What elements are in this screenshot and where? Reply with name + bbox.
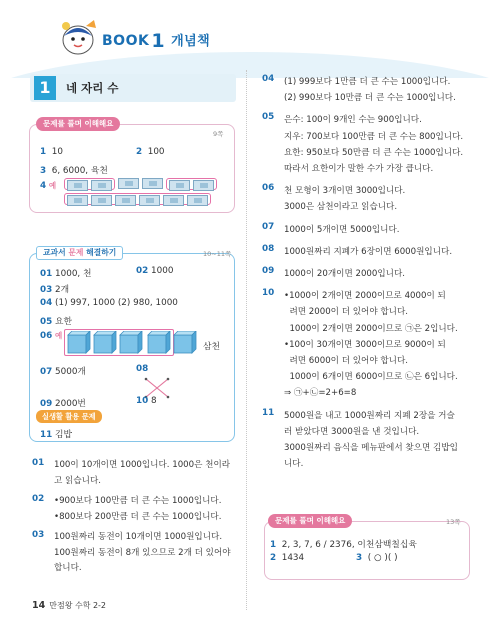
bill-icon <box>139 195 160 206</box>
explanation-line: 100원짜리 동전이 8개 있으므로 2개 더 있어야 <box>54 547 231 558</box>
book-name: 만점왕 수학 2-2 <box>49 601 107 610</box>
bill-icon <box>91 180 112 191</box>
textbook-answer-01: 01 1000, 천 <box>40 269 92 279</box>
concept-box-2-page-ref: 13쪽 <box>446 518 461 526</box>
explanation-item <box>262 74 482 106</box>
explanation-line: 1000원짜리 지폐가 6장이면 6000원입니다. <box>284 246 453 257</box>
thousand-cube-icon <box>120 331 142 353</box>
explanation-number: 05 <box>262 112 275 123</box>
thousand-cube-icon <box>174 331 196 353</box>
textbook-answer-04: 04 (1) 997, 1000 (2) 980, 1000 <box>40 298 178 308</box>
explanation-line: (2) 990보다 10만큼 더 큰 수는 1000입니다. <box>284 93 456 104</box>
explanation-number: 03 <box>32 530 45 540</box>
concept-box-tag: 문제를 풀며 이해해요 <box>36 117 120 131</box>
explanation-line: 따라서 요한이가 말한 수가 가장 큽니다. <box>284 164 434 175</box>
explanation-line: •100이 30개이면 3000이므로 9000이 되 <box>284 339 446 350</box>
thousand-cube-icon <box>148 331 170 353</box>
explanation-item <box>262 183 482 215</box>
explanation-number: 04 <box>262 74 275 84</box>
explanation-item <box>32 494 242 525</box>
explanation-item <box>262 244 482 260</box>
textbook-answer-11: 11 김밥 <box>40 430 73 440</box>
explanation-line: •900보다 100만큼 더 큰 수는 1000입니다. <box>54 496 222 506</box>
concept-box-2 <box>264 521 470 580</box>
concept-item-4: 4 예 <box>40 181 57 191</box>
right-explanations <box>262 74 482 478</box>
explanation-line: 은수: 100이 9개인 수는 900입니다. <box>284 115 422 126</box>
life-problem-tag: 실생활 활용 문제 <box>36 410 102 423</box>
explanation-line: 100원짜리 동전이 10개이면 1000원입니다. <box>54 532 223 542</box>
explanation-line: 천 모형이 3개이면 3000입니다. <box>284 186 406 197</box>
explanation-number: 07 <box>262 221 275 232</box>
textbook-answer-08: 08 <box>136 364 149 374</box>
explanation-line: 100이 10개이면 1000입니다. 1000은 천이라 <box>54 460 231 470</box>
concept-item-1: 1 10 <box>40 147 63 157</box>
bill-icon <box>169 180 190 191</box>
textbook-answer-05: 05 요한 <box>40 317 73 327</box>
explanation-line: ⇒ ㉠+㉡=2+6=8 <box>284 388 357 399</box>
book-title: BOOK 1 개념책 <box>102 30 211 52</box>
bill-icon <box>67 195 88 206</box>
page-number: 14 <box>32 600 46 611</box>
explanation-line: 1000이 2개이면 2000이므로 ㉠은 2입니다. <box>284 323 458 334</box>
section-title: 네 자리 수 <box>66 81 119 95</box>
explanation-number: 01 <box>32 458 45 468</box>
concept-box-page-ref: 9쪽 <box>213 130 224 138</box>
explanation-line: 합니다. <box>54 563 82 573</box>
concept-item-3: 3 6, 6000, 육천 <box>40 166 108 176</box>
explanation-line: 려면 2000이 더 있어야 합니다. <box>284 307 409 318</box>
cube-label: 삼천 <box>203 342 220 352</box>
explanation-number: 11 <box>262 407 275 418</box>
explanation-line: (1) 999보다 1만큼 더 큰 수는 1000입니다. <box>284 77 451 87</box>
textbook-answer-07: 07 5000개 <box>40 367 86 377</box>
column-divider <box>246 70 247 610</box>
bill-group-selected <box>64 178 115 190</box>
concept2-item-2: 2 1434 <box>270 553 305 563</box>
explanation-item <box>262 408 482 473</box>
textbook-box-page-ref: 10~11쪽 <box>203 250 232 258</box>
explanation-line: 1000이 20개이면 2000입니다. <box>284 269 405 280</box>
textbook-answer-10: 10 8 <box>136 396 157 406</box>
concept2-item-1: 1 2, 3, 7, 6 / 2376, 이천삼백칠십육 <box>270 540 417 550</box>
thousand-cubes-illustration <box>66 331 206 355</box>
explanation-line: 려면 6000이 더 있어야 합니다. <box>284 356 409 367</box>
explanation-line: •1000이 2개이면 2000이므로 4000이 되 <box>284 291 446 302</box>
mascot-icon <box>56 14 100 58</box>
bill-icon <box>115 195 136 206</box>
section-header <box>30 74 236 102</box>
explanation-line: 1000이 5개이면 5000입니다. <box>284 224 400 235</box>
section-number: 1 <box>34 76 56 100</box>
bill-icon <box>142 178 163 189</box>
textbook-answer-02: 02 1000 <box>136 266 174 276</box>
thousand-cube-icon <box>94 331 116 353</box>
explanation-item <box>262 266 482 282</box>
textbook-answer-09: 09 2000번 <box>40 399 86 409</box>
explanation-number: 02 <box>32 494 45 504</box>
textbook-answer-03: 03 2개 <box>40 285 70 295</box>
explanation-item <box>262 288 482 401</box>
explanation-line: 1000이 6개이면 6000이므로 ㉡은 6입니다. <box>284 372 458 383</box>
bill-group-selected <box>64 193 211 205</box>
bill-icon <box>193 180 214 191</box>
explanation-item <box>262 112 482 177</box>
explanation-line: 러 받았다면 3000원을 낸 것입니다. <box>284 426 420 437</box>
explanation-line: •800보다 200만큼 더 큰 수는 1000입니다. <box>54 511 222 522</box>
concept2-item-3: 3 ( ○ )( ) <box>356 553 398 563</box>
explanation-number: 06 <box>262 183 275 194</box>
money-illustration <box>64 178 217 205</box>
explanation-line: 니다. <box>284 459 304 470</box>
explanation-line: 5000원을 내고 1000원짜리 지폐 2장을 거슬 <box>284 410 455 421</box>
concept-item-2: 2 100 <box>136 147 165 157</box>
bill-icon <box>67 180 88 191</box>
page-footer <box>32 600 106 611</box>
explanation-line: 3000은 삼천이라고 읽습니다. <box>284 202 398 213</box>
thousand-cube-icon <box>68 331 90 353</box>
explanation-number: 08 <box>262 243 275 254</box>
explanation-line: 3000원짜리 음식을 메뉴판에서 찾으면 김밥입 <box>284 443 458 454</box>
left-explanations <box>32 458 242 582</box>
explanation-number: 09 <box>262 266 275 277</box>
concept-box-2-tag: 문제를 풀며 이해해요 <box>268 514 352 528</box>
explanation-number: 10 <box>262 288 275 299</box>
explanation-line: 지우: 700보다 100만큼 더 큰 수는 800입니다. <box>284 131 464 142</box>
bill-icon <box>163 195 184 206</box>
explanation-line: 요한: 950보다 50만큼 더 큰 수는 1000입니다. <box>284 147 464 158</box>
bill-icon <box>91 195 112 206</box>
explanation-item <box>262 222 482 238</box>
bill-icon <box>187 195 208 206</box>
textbook-answer-06: 06 예 <box>40 331 63 341</box>
bill-group-selected <box>166 178 217 190</box>
bill-icon <box>118 178 139 189</box>
explanation-item <box>32 530 242 577</box>
textbook-box-tag: 교과서 문제 해결하기 <box>36 246 123 260</box>
explanation-line: 고 읽습니다. <box>54 475 101 486</box>
explanation-item <box>32 458 242 489</box>
